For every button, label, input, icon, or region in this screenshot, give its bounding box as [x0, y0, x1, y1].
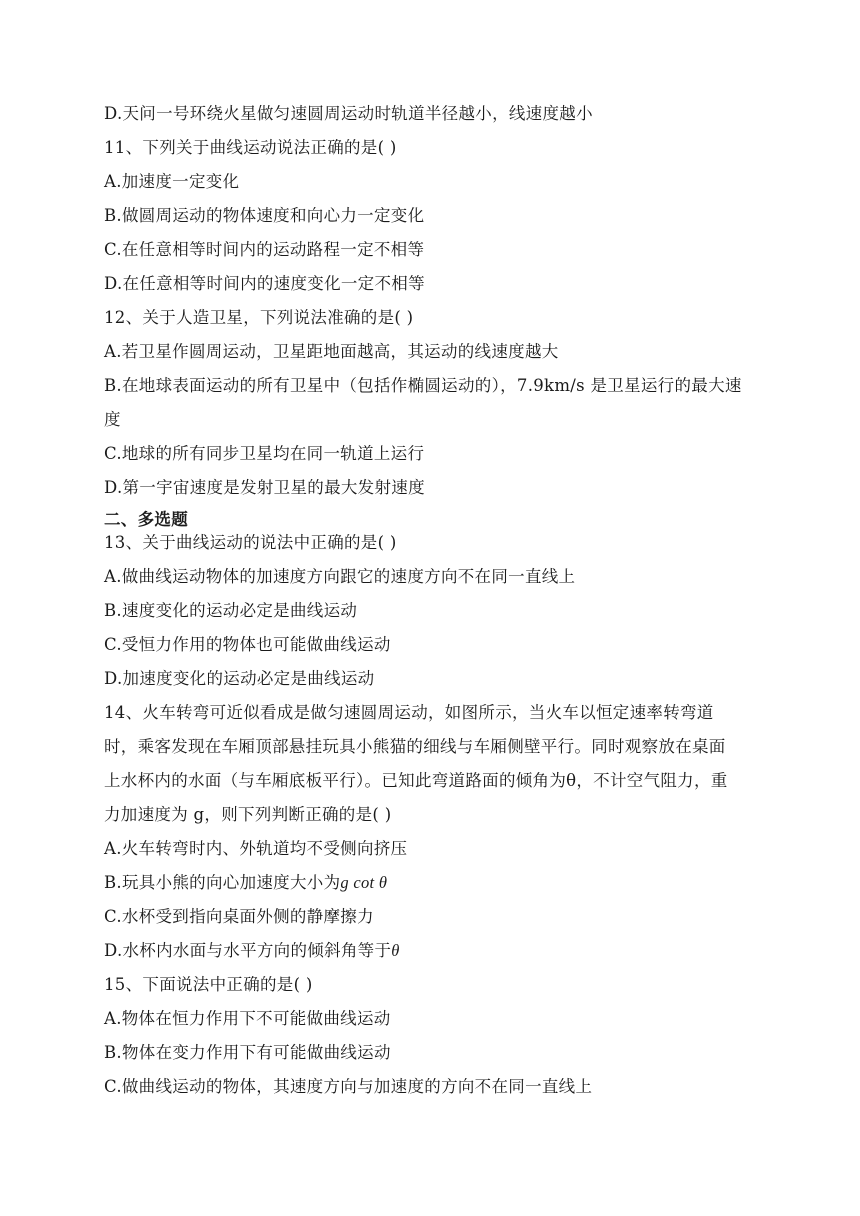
q15-option-c: C.做曲线运动的物体，其速度方向与加速度的方向不在同一直线上 — [104, 1077, 593, 1096]
q14-option-d-formula: θ — [391, 941, 400, 960]
q12-stem: 12、关于人造卫星，下列说法准确的是( ) — [104, 308, 414, 327]
q14-option-a: A.火车转弯时内、外轨道均不受侧向挤压 — [104, 839, 408, 858]
q14-stem-2: 时，乘客发现在车厢顶部悬挂玩具小熊猫的细线与车厢侧壁平行。同时观察放在桌面 — [104, 737, 726, 756]
q15-option-a: A.物体在恒力作用下不可能做曲线运动 — [104, 1009, 391, 1028]
q13-option-c: C.受恒力作用的物体也可能做曲线运动 — [104, 635, 391, 654]
q12-option-d: D.第一宇宙速度是发射卫星的最大发射速度 — [104, 478, 425, 497]
q11-option-d: D.在任意相等时间内的速度变化一定不相等 — [104, 274, 425, 293]
q10-option-d: D.天问一号环绕火星做匀速圆周运动时轨道半径越小，线速度越小 — [104, 104, 593, 123]
q13-option-d: D.加速度变化的运动必定是曲线运动 — [104, 669, 375, 688]
q14-option-c: C.水杯受到指向桌面外侧的静摩擦力 — [104, 907, 374, 926]
q15-option-b: B.物体在变力作用下有可能做曲线运动 — [104, 1043, 391, 1062]
q14-stem-3: 上水杯内的水面（与车厢底板平行）。已知此弯道路面的倾角为θ，不计空气阻力，重 — [104, 771, 728, 790]
q12-option-b-cont: 度 — [104, 410, 121, 429]
q14-stem-4: 力加速度为 g，则下列判断正确的是( ) — [104, 805, 392, 824]
q14-option-b — [104, 873, 387, 893]
q14-option-b-text: B.玩具小熊的向心加速度大小为 — [104, 873, 341, 892]
q12-option-a: A.若卫星作圆周运动，卫星距地面越高，其运动的线速度越大 — [104, 342, 559, 361]
q11-option-b: B.做圆周运动的物体速度和向心力一定变化 — [104, 206, 425, 225]
q13-option-b: B.速度变化的运动必定是曲线运动 — [104, 601, 358, 620]
q14-option-b-formula: g cot θ — [340, 873, 388, 892]
q11-stem: 11、下列关于曲线运动说法正确的是( ) — [104, 138, 397, 157]
q13-stem: 13、关于曲线运动的说法中正确的是( ) — [104, 533, 397, 552]
q12-option-b: B.在地球表面运动的所有卫星中（包括作椭圆运动的），7.9km/s 是卫星运行的最大速 — [104, 376, 742, 395]
q13-option-a: A.做曲线运动物体的加速度方向跟它的速度方向不在同一直线上 — [104, 567, 576, 586]
q14-option-d — [104, 941, 400, 961]
q11-option-c: C.在任意相等时间内的运动路程一定不相等 — [104, 240, 425, 259]
q14-option-d-text: D.水杯内水面与水平方向的倾斜角等于 — [104, 941, 392, 960]
q11-option-a: A.加速度一定变化 — [104, 172, 240, 191]
q14-stem-1: 14、火车转弯可近似看成是做匀速圆周运动，如图所示，当火车以恒定速率转弯道 — [104, 703, 714, 722]
section-heading: 二、多选题 — [104, 510, 188, 529]
q12-option-c: C.地球的所有同步卫星均在同一轨道上运行 — [104, 444, 425, 463]
q15-stem: 15、下面说法中正确的是( ) — [104, 975, 313, 994]
